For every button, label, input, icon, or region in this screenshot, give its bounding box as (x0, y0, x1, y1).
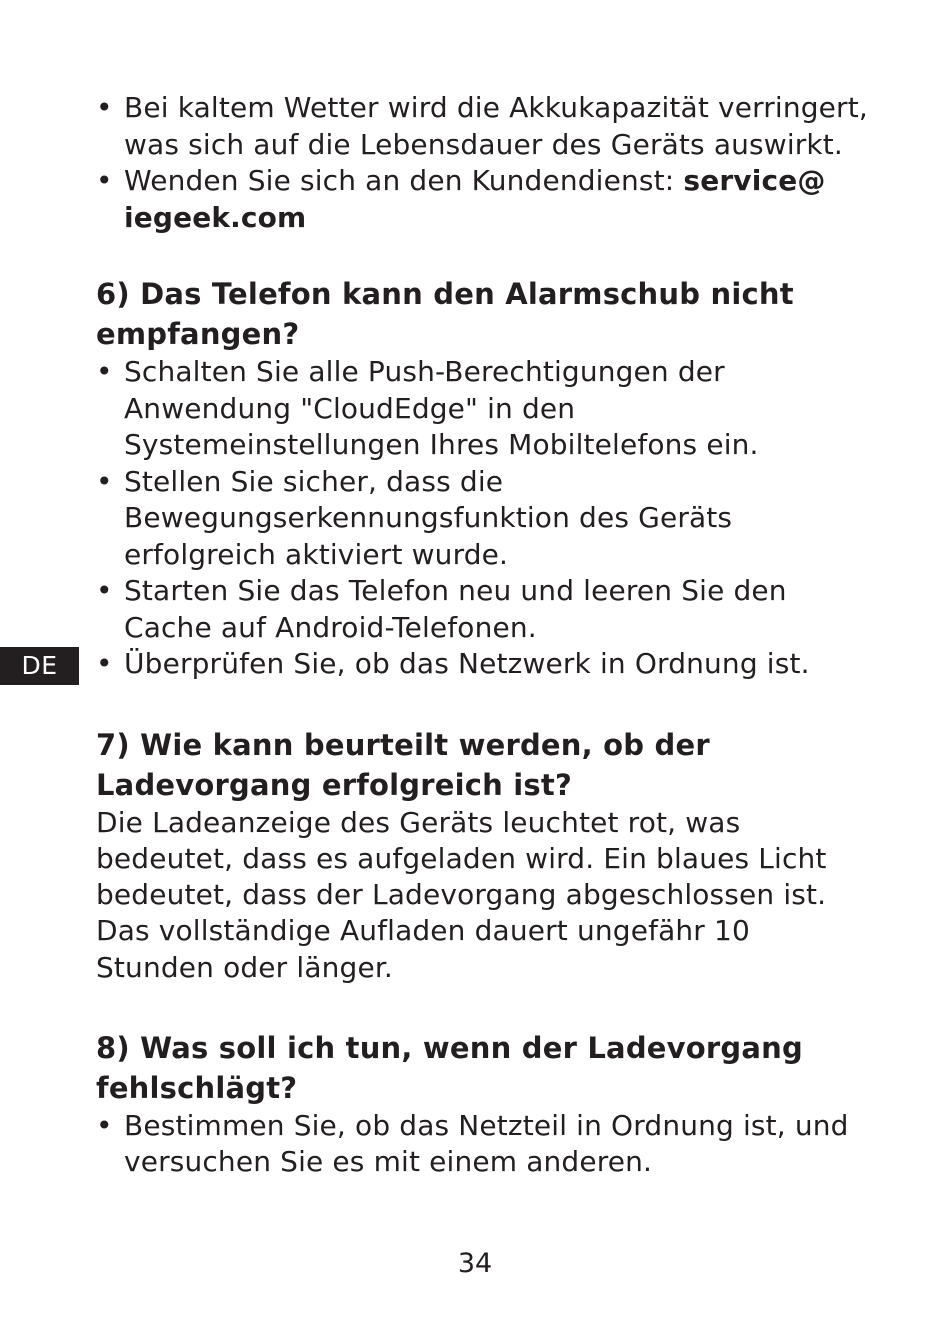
bullet-text: Schalten Sie alle Push-Berechtigungen der Anwendung "CloudEdge" in den Systemeinstellungen Ihres Mobiltelefons ein. (124, 355, 759, 461)
bullet-icon: • (96, 91, 113, 124)
section-8-bullet-list (96, 1108, 876, 1181)
bullet-text: Starten Sie das Telefon neu und leeren Sie den Cache auf Android-Telefonen. (124, 574, 787, 644)
page-content (96, 90, 876, 1181)
language-label: DE (21, 651, 58, 680)
section-paragraph: Die Ladeanzeige des Geräts leuchtet rot, was bedeutet, dass es aufgeladen wird. Ein blaues Licht bedeutet, dass der Ladevorgang abgeschlossen ist. Das vollständige Aufladen dauert ungefähr 10 Stunden oder länger. (96, 805, 827, 984)
section-7 (96, 725, 876, 986)
bullet-text (124, 164, 826, 234)
page-number: 34 (457, 1248, 493, 1279)
section-6-bullet-list (96, 354, 876, 683)
section-heading: 8) Was soll ich tun, wenn der Ladevorgang fehlschlägt? (96, 1030, 803, 1105)
bullet-icon: • (96, 464, 113, 498)
list-item (96, 90, 876, 163)
support-text: Wenden Sie sich an den Kundendienst: (124, 164, 684, 197)
bullet-text: Bei kaltem Wetter wird die Akkukapazität verringert, was sich auf die Lebensdauer des Geräts auswirkt. (124, 91, 868, 161)
support-email: service@ iegeek.com (124, 164, 826, 234)
bullet-icon: • (96, 355, 113, 388)
language-tab (0, 647, 79, 685)
list-item (96, 464, 876, 574)
bullet-text: Stellen Sie sicher, dass die Bewegungserkennungsfunktion des Geräts erfolgreich aktiviert wurde. (124, 464, 733, 571)
bullet-icon: • (96, 574, 113, 607)
section-heading: 6) Das Telefon kann den Alarmschub nicht empfangen? (96, 277, 794, 351)
section-heading: 7) Wie kann beurteilt werden, ob der Ladevorgang erfolgreich ist? (96, 727, 710, 802)
list-item (96, 354, 876, 464)
list-item (96, 646, 876, 683)
section-6 (96, 274, 876, 683)
list-item (96, 163, 876, 236)
bullet-icon: • (96, 164, 113, 197)
intro-bullet-list (96, 90, 876, 236)
list-item (96, 573, 876, 646)
section-8 (96, 1028, 876, 1181)
bullet-text: Überprüfen Sie, ob das Netzwerk in Ordnung ist. (124, 647, 810, 680)
bullet-icon: • (96, 1108, 113, 1142)
list-item (96, 1108, 876, 1181)
bullet-icon: • (96, 647, 113, 680)
bullet-text: Bestimmen Sie, ob das Netzteil in Ordnung ist, und versuchen Sie es mit einem anderen. (124, 1108, 849, 1179)
